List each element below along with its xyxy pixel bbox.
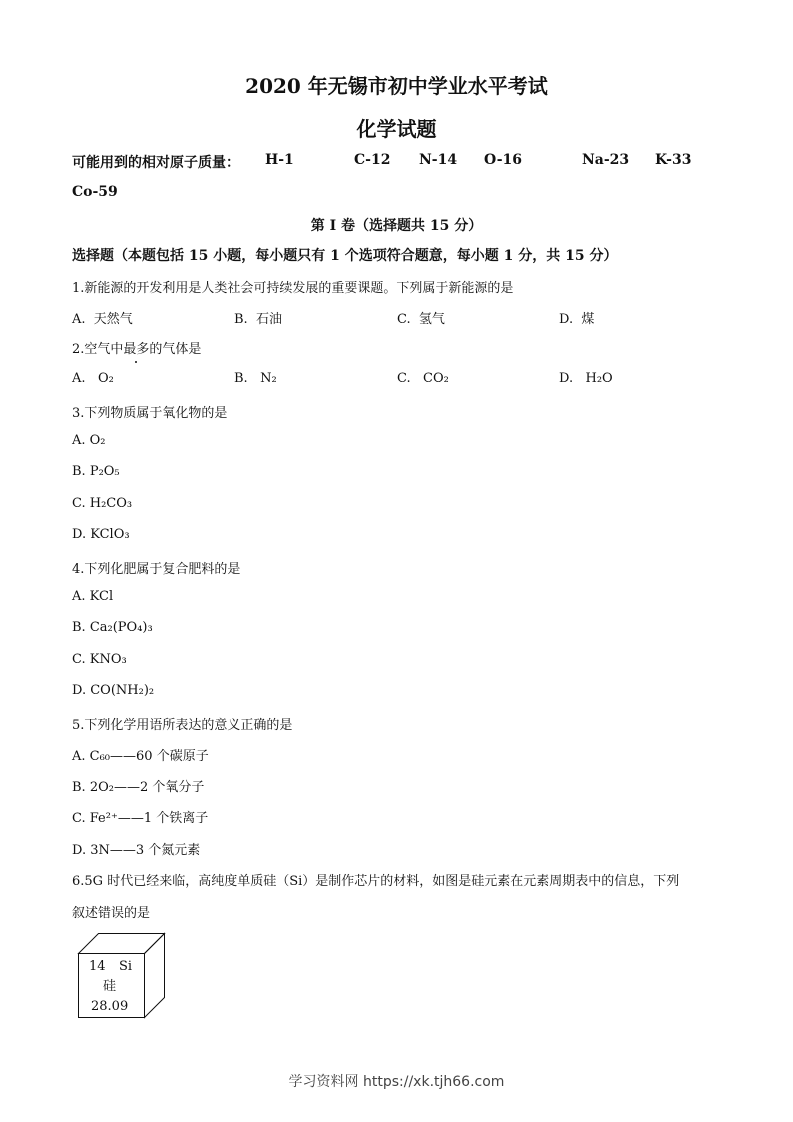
option-c[interactable]: C. Fe²⁺——1 个铁离子 [72,811,209,826]
mass-h: H-1 [265,152,294,168]
element-symbol: Si [119,959,133,974]
option-c[interactable]: C. H₂CO₃ [72,496,133,511]
option-a[interactable]: A. C₆₀——60 个碳原子 [72,749,209,764]
question-stem: 4.下列化肥属于复合肥料的是 [72,562,241,577]
masses-label: 可能用到的相对原子质量： [72,155,240,171]
mass-o: O-16 [484,152,523,168]
option-c[interactable]: C. CO₂ [397,371,449,386]
exam-title: 2020 年无锡市初中学业水平考试 [245,74,548,98]
option-d[interactable]: D. CO(NH₂)₂ [72,683,155,698]
question-stem: 3.下列物质属于氧化物的是 [72,406,228,421]
mass-k: K-33 [655,152,692,168]
option-b[interactable]: B. P₂O₅ [72,464,120,479]
option-a[interactable]: A. O₂ [72,433,106,448]
option-c[interactable]: C. 氢气 [397,312,445,327]
footer-watermark: 学习资料网 https://xk.tjh66.com [288,1074,505,1090]
section-title: 第 I 卷（选择题共 15 分） [310,218,483,234]
option-a[interactable]: A. 天然气 [72,312,133,327]
mass-na: Na-23 [582,152,630,168]
section-instructions: 选择题（本题包括 15 小题，每小题只有 1 个选项符合题意，每小题 1 分，共 15 分） [72,248,618,264]
element-name: 硅 [103,979,117,994]
atomic-mass: 28.09 [91,999,129,1014]
option-b[interactable]: B. 2O₂——2 个氧分子 [72,780,205,795]
mass-c: C-12 [354,152,391,168]
mass-co: Co-59 [72,184,118,200]
question-stem: 1.新能源的开发利用是人类社会可持续发展的重要课题。下列属于新能源的是 [72,281,514,296]
question-stem-line-1: 6.5G 时代已经来临，高纯度单质硅（Si）是制作芯片的材料，如图是硅元素在元素周期表中的信息，下列 [72,874,680,889]
option-d[interactable]: D. 煤 [559,312,595,327]
option-b[interactable]: B. 石油 [234,312,282,327]
option-d[interactable]: D. 3N——3 个氮元素 [72,843,201,858]
option-d[interactable]: D. H₂O [559,371,613,386]
option-d[interactable]: D. KClO₃ [72,527,130,542]
option-a[interactable]: A. KCl [72,589,114,604]
silicon-element-card [76,931,168,1021]
option-c[interactable]: C. KNO₃ [72,652,127,667]
question-stem: 5.下列化学用语所表达的意义正确的是 [72,718,293,733]
emphasis-text: 最多 [123,342,150,357]
option-b[interactable]: B. N₂ [234,371,277,386]
mass-n: N-14 [419,152,458,168]
option-a[interactable]: A. O₂ [72,371,114,386]
card-top-face [79,934,165,954]
exam-subtitle: 化学试题 [356,117,437,141]
question-stem: 2.空气中最多的气体是 [72,342,202,357]
card-side-face [145,934,165,1018]
question-stem-line-2: 叙述错误的是 [72,906,151,921]
option-b[interactable]: B. Ca₂(PO₄)₃ [72,620,153,635]
atomic-number: 14 [89,959,106,974]
